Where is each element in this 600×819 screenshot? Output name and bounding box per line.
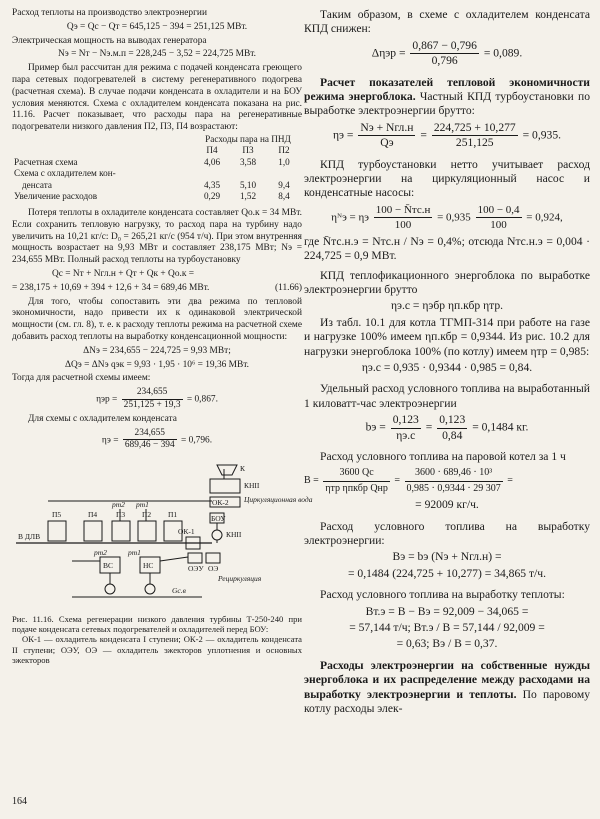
equation: Bэ = bэ (Nэ + Nгл.н) = [392, 550, 502, 564]
table-cell: 9,4 [278, 179, 290, 190]
paragraph-text: Частный КПД турбоустановки по выработке электроэнергии брутто: [304, 90, 590, 118]
paragraph: Потеря теплоты в охладителе конденсата составляет Qо.к = 34 МВт. Если сохранить тепловую нагрузку, то расход пара на турбину надо увеличить на 10,21 кг/с: D₀ = 265,21 кг/с (954 т/ч). При этом внутренняя мощность возрастает на 9,93 МВт и составляет 238,175 МВт; Nэ = 234,655 МВт. Полный расход теплоты на турбоустановку [12, 207, 302, 266]
table-cell: денсата [22, 179, 52, 190]
eq-rhs: = 0,089. [483, 46, 523, 60]
table-cell: 1,0 [278, 156, 290, 167]
page-number: 164 [12, 796, 27, 807]
equation [304, 466, 590, 496]
table-cell: 4,06 [203, 156, 221, 167]
heater-p2 [138, 521, 156, 541]
paragraph: Расход условного топлива на выработку электроэнергии: [304, 519, 590, 547]
denominator: 251,125 + 19,3 [123, 399, 181, 410]
equation: = 57,144 т/ч; Bт.э / B = 57,144 / 92,009 = [349, 621, 545, 635]
label-p5: П5 [52, 510, 62, 520]
paragraph: Пример был рассчитан для режима с подачей конденсата греющего пара сетевых подогревателей в систему регенеративного подогрева (расчетная схема). В случае подачи конденсата в охладители и на БОУ условия меняются. Схема с охладителем конденсата показана на рис. 11.16. Расчет показывает, что расходы пара на регенеративные подогреватели низкого давления П2, П3, П4 возрастают: [12, 63, 302, 133]
numerator: 100 − N̄тс.н [374, 203, 433, 218]
figure-caption: Рис. 11.16. Схема регенерации низкого давления турбины Т-250-240 при подаче конденсата сетевых подогревателей и охладителей перед БОУ: [12, 613, 302, 635]
label-gsv: Gс.в [172, 586, 186, 596]
eq-lhs: bэ = [365, 420, 386, 434]
label-oeu: ОЭУ [188, 564, 204, 574]
equation: Nэ = Nт − Nэ.м.п = 228,245 − 3,52 = 224,725 МВт. [58, 49, 256, 60]
numerator: 234,655 [123, 428, 177, 441]
heater-p5 [48, 521, 66, 541]
table-cell: Схема с охладителем кон- [14, 168, 116, 179]
left-column [12, 8, 313, 665]
equation: Bт.э = B − Bэ = 92,009 − 34,065 = [365, 604, 529, 618]
equation: Qэ = Qс − Qт = 645,125 − 394 = 251,125 МВт. [66, 21, 248, 32]
label-pt1: pт1 [136, 500, 149, 510]
network-pump-1 [105, 584, 115, 594]
table-cell: 5,10 [239, 179, 257, 190]
fraction [437, 413, 467, 443]
numerator: 0,123 [391, 413, 421, 428]
equation: Qс = Nт + Nгл.н + Qт + Qк + Qо.к = [52, 268, 195, 279]
paragraph: Для того, чтобы сопоставить эти два режима по тепловой экономичности, надо привести их к одинаковой электрической мощности (см. гл. 8), т. е. к расходу теплоты режима на расчетной схеме добавить расход теплоты на выработку конденсационной мощности: [12, 296, 302, 342]
label-kn: КНII [244, 481, 260, 491]
text-line: Тогда для расчетной схемы имеем: [12, 373, 151, 384]
steam-flow-table [12, 134, 302, 203]
fraction [476, 203, 522, 233]
figure-legend: ОК-1 — охладитель конденсата I ступени; ОК-2 — охладитель конденсата II ступени; ОЭУ, ОЭ — охладитель эжекторов уплотнения и основных эжекторов [12, 634, 302, 665]
label-pt2b: pт2 [94, 548, 107, 558]
numerator: Nэ + Nгл.н [358, 121, 415, 136]
denominator: 689,46 − 394 [124, 440, 175, 451]
label-oe: ОЭ [208, 564, 219, 574]
paragraph: где N̄тс.н.э = Nтс.н / Nэ = 0,4%; отсюда Nтс.н.э = 0,004 · 224,725 = 0,9 МВт. [304, 234, 590, 263]
label-p2: П2 [142, 510, 152, 520]
table-col-header: П4 [206, 145, 218, 156]
denominator: ηэ.с [396, 428, 416, 442]
eq-rhs: = 0,935. [522, 128, 562, 142]
denominator: 251,125 [455, 136, 494, 150]
paragraph: КПД турбоустановки нетто учитывает расход электроэнергии на циркуляционный насос и конденсатные насосы: [304, 157, 590, 200]
fraction [405, 466, 503, 496]
numerator: 100 − 0,4 [476, 203, 522, 218]
equation [304, 413, 590, 443]
section-heading: Расчет показателей тепловой экономичности режима энергоблока. [304, 75, 590, 104]
equation [304, 203, 590, 233]
equation: ΔNэ = 234,655 − 224,725 = 9,93 МВт; [83, 345, 231, 356]
fraction [123, 428, 177, 453]
label-ok2: ОК-2 [212, 498, 229, 508]
equation [12, 387, 302, 412]
network-pump-2 [145, 584, 155, 594]
numerator: 3600 · 689,46 · 10³ [405, 466, 503, 481]
denominator: 100 [394, 219, 412, 232]
equation-number: (11.66) [275, 282, 302, 293]
oeu-box [188, 553, 202, 563]
heater-p4 [84, 521, 102, 541]
label-recirculation: Рециркуляция [218, 574, 262, 584]
label-bou: БОУ [211, 514, 226, 524]
paragraph-text: По паровому котлу расходы элек- [304, 687, 590, 716]
label-vs: ВС [103, 561, 114, 571]
oe-box [206, 553, 220, 563]
text-line: Расход теплоты на производство электроэнергии [12, 8, 207, 18]
numerator: 0,867 − 0,796 [410, 39, 479, 54]
paragraph: Удельный расход условного топлива на выработанный 1 киловатт-час электроэнергии [304, 382, 590, 410]
paragraph: Расход условного топлива на выработку теплоты: [320, 588, 565, 602]
eq-op: = [420, 128, 427, 142]
right-column [304, 8, 590, 716]
table-cell: 3,58 [239, 156, 257, 167]
paragraph: Расход условного топлива на паровой котел за 1 ч [320, 449, 566, 463]
eq-lhs: B = [304, 475, 319, 487]
eq-op: = [394, 475, 401, 487]
denominator: Qэ [380, 136, 394, 150]
fraction [374, 203, 433, 233]
denominator: 0,796 [431, 54, 458, 68]
table-cell: 0,29 [203, 191, 221, 202]
label-ok1: ОК-1 [178, 527, 195, 537]
equation: = 0,63; Bэ / B = 0,37. [396, 637, 498, 651]
eq-rhs: = 0,1484 кг. [472, 420, 529, 434]
label-p4: П4 [88, 510, 98, 520]
paragraph: КПД теплофикационного энергоблока по выработке электроэнергии брутто [304, 268, 590, 296]
equation: ΔQэ = ΔNэ qэк = 9,93 · 1,95 · 10⁶ = 19,36 МВт. [64, 359, 249, 370]
equation [12, 283, 302, 295]
label-k: К [240, 464, 246, 474]
fraction [358, 121, 415, 151]
label-circulating-water: Циркуляционная вода [244, 495, 313, 505]
equation [304, 39, 590, 69]
fraction [432, 121, 518, 151]
denominator: 100 [490, 219, 507, 232]
eq-lhs: ηэ = [101, 434, 119, 445]
eq-lhs: ηэр = [96, 394, 118, 405]
eq-op: = 0,935 [437, 211, 471, 224]
equation [304, 121, 590, 151]
table-cell: Увеличение расходов [14, 191, 98, 202]
label-kn2: КНII [226, 530, 242, 540]
eq-lhs: Δηэр = [371, 46, 406, 60]
table-col-header: П2 [278, 145, 290, 156]
table-row [12, 168, 302, 180]
eq-rhs: = [507, 475, 513, 487]
heater-p3 [112, 521, 130, 541]
eq-lhs: ηэ = [332, 128, 354, 142]
section-heading: Расходы электроэнергии на собственные нужды энергоблока и их распределение между расходами на выработку электроэнергии и теплоты. [304, 658, 590, 701]
eq-lhs: ηᴺэ = ηэ [331, 211, 369, 224]
paragraph: Таким образом, в схеме с охладителем конденсата КПД снижен: [304, 8, 590, 36]
text-line: Для схемы с охладителем конденсата [28, 413, 177, 424]
label-pt1b: pт1 [128, 548, 141, 558]
label-pt2: pт2 [112, 500, 125, 510]
table-cell: 8,4 [278, 191, 290, 202]
label-p3: П3 [116, 510, 126, 520]
condenser-box [210, 479, 240, 493]
equation: = 92009 кг/ч. [415, 498, 479, 512]
denominator: 0,84 [442, 428, 463, 442]
paragraph [304, 659, 590, 717]
eq-rhs: = 0,796. [181, 434, 213, 445]
regeneration-scheme-diagram [12, 457, 313, 607]
numerator: 0,123 [437, 413, 467, 428]
equation: ηэ.с = 0,935 · 0,9344 · 0,985 = 0,84. [361, 360, 533, 374]
eq-rhs: = 0,924, [526, 211, 563, 224]
equation-body: = 238,175 + 10,69 + 394 + 12,6 + 34 = 689,46 МВт. [12, 282, 210, 293]
fraction [410, 39, 479, 69]
table-cell: 1,52 [239, 191, 257, 202]
table-col-header: П3 [242, 145, 254, 156]
pump-symbol [212, 530, 222, 540]
table-row [12, 180, 302, 192]
numerator: 224,725 + 10,277 [432, 121, 518, 136]
fraction [323, 466, 390, 496]
table-header: Расходы пара на ПНД [205, 133, 291, 144]
equation [12, 428, 302, 453]
paragraph [304, 76, 590, 119]
equation: = 0,1484 (224,725 + 10,277) = 34,865 т/ч. [348, 566, 546, 580]
table-cell: 4,35 [203, 179, 221, 190]
label-ns: НС [143, 561, 154, 571]
paragraph: Из табл. 10.1 для котла ТГМП-314 при работе на газе и нагрузке 100% имеем ηп.кбр = 0,9344. Из рис. 10.2 для нагрузки энергоблока 100% (по котлу) имеем ηтр = 0,985: [304, 315, 590, 358]
text-line: Электрическая мощность на выводах генератора [12, 35, 207, 46]
eq-rhs: = 0,867. [186, 394, 218, 405]
table-row [12, 191, 302, 203]
label-p1: П1 [168, 510, 178, 520]
numerator: 234,655 [122, 387, 183, 400]
numerator: 3600 Qс [323, 466, 390, 481]
denominator: 0,985 · 0,9344 · 29 307 [406, 482, 501, 494]
turbine-symbol [217, 465, 237, 475]
eq-op: = [425, 420, 433, 434]
fraction [391, 413, 421, 443]
label-to-deaerator: В ДЛВ [18, 532, 41, 542]
equation: ηэ.с = ηэбр ηп.кбр ηтр. [390, 299, 504, 313]
table-row [12, 157, 302, 169]
denominator: ηтр ηпкбр Qнр [325, 482, 388, 494]
table-cell: Расчетная схема [14, 156, 78, 167]
fraction [122, 387, 183, 412]
